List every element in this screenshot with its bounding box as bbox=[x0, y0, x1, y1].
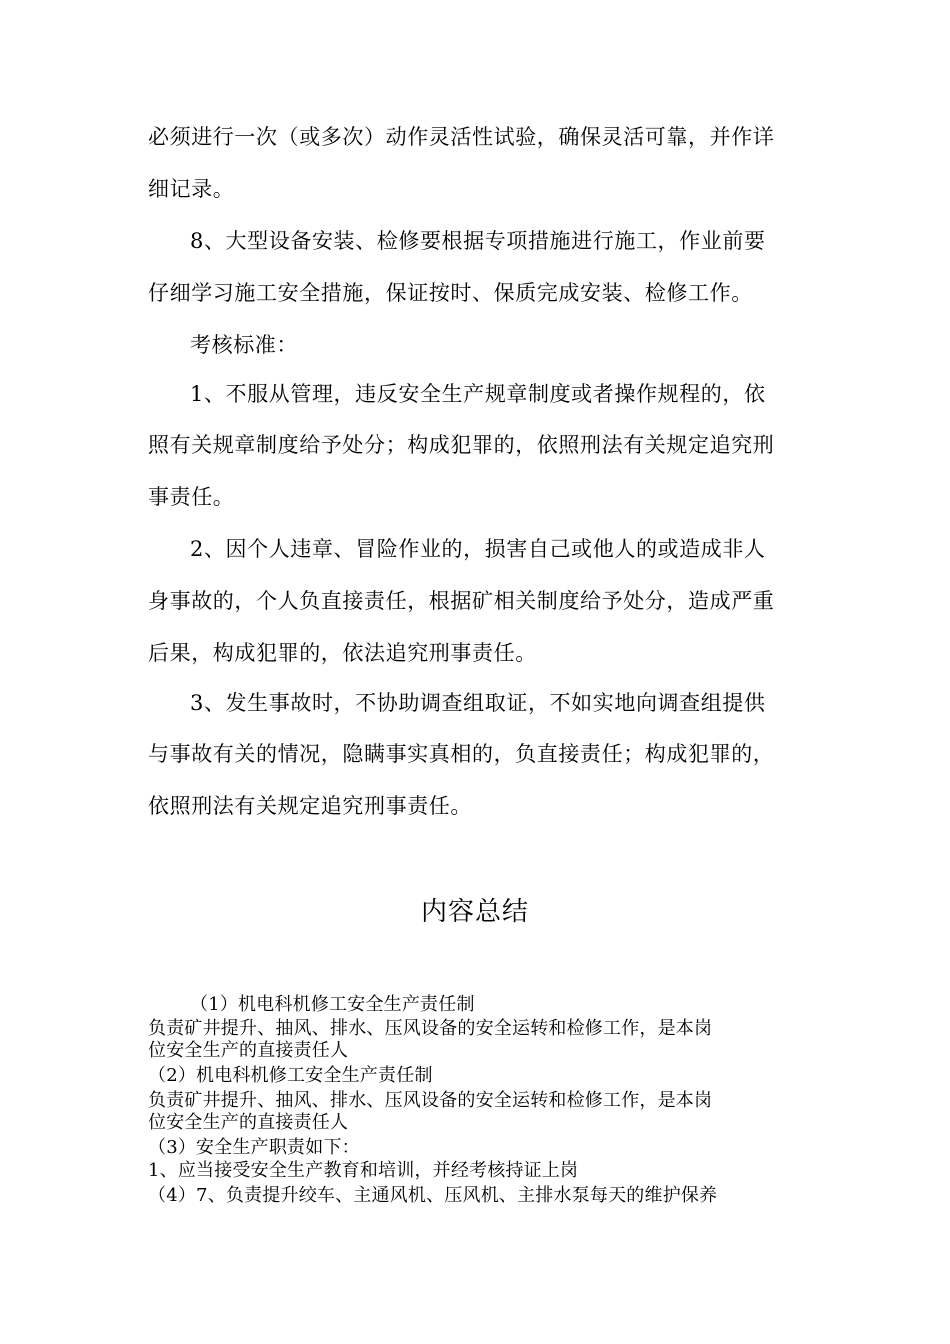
body-line: 身事故的，个人负直接责任，根据矿相关制度给予处分，造成严重 bbox=[148, 589, 775, 613]
body-line: 与事故有关的情况，隐瞒事实真相的，负直接责任；构成犯罪的， bbox=[148, 742, 775, 766]
body-line: 1、不服从管理，违反安全生产规章制度或者操作规程的，依 bbox=[190, 382, 766, 406]
body-line: 事责任。 bbox=[148, 485, 235, 509]
body-line: 必须进行一次（或多次）动作灵活性试验，确保灵活可靠，并作详 bbox=[148, 125, 775, 149]
summary-line: （1）机电科机修工安全生产责任制 bbox=[190, 994, 475, 1015]
summary-line: 负责矿井提升、抽风、排水、压风设备的安全运转和检修工作，是本岗 bbox=[148, 1018, 713, 1039]
summary-line: 负责矿井提升、抽风、排水、压风设备的安全运转和检修工作，是本岗 bbox=[148, 1090, 713, 1111]
summary-title: 内容总结 bbox=[420, 897, 529, 927]
section-heading: 考核标准： bbox=[190, 333, 298, 357]
summary-line: （4）7、负责提升绞车、主通风机、压风机、主排水泵每天的维护保养 bbox=[148, 1185, 718, 1206]
summary-line: （3）安全生产职责如下： bbox=[148, 1137, 360, 1158]
body-line: 照有关规章制度给予处分；构成犯罪的，依照刑法有关规定追究刑 bbox=[148, 433, 775, 457]
body-line: 细记录。 bbox=[148, 177, 235, 201]
body-line: 8、大型设备安装、检修要根据专项措施进行施工，作业前要 bbox=[190, 229, 766, 253]
body-line: 后果，构成犯罪的，依法追究刑事责任。 bbox=[148, 641, 537, 665]
body-line: 2、因个人违章、冒险作业的，损害自己或他人的或造成非人 bbox=[190, 537, 766, 561]
summary-line: （2）机电科机修工安全生产责任制 bbox=[148, 1065, 433, 1086]
body-line: 仔细学习施工安全措施，保证按时、保质完成安装、检修工作。 bbox=[148, 281, 753, 305]
summary-line: 1、应当接受安全生产教育和培训，并经考核持证上岗 bbox=[148, 1160, 579, 1181]
body-line: 依照刑法有关规定追究刑事责任。 bbox=[148, 794, 472, 818]
summary-line: 位安全生产的直接责任人 bbox=[148, 1040, 349, 1061]
body-line: 3、发生事故时，不协助调查组取证，不如实地向调查组提供 bbox=[190, 691, 766, 715]
summary-line: 位安全生产的直接责任人 bbox=[148, 1112, 349, 1133]
